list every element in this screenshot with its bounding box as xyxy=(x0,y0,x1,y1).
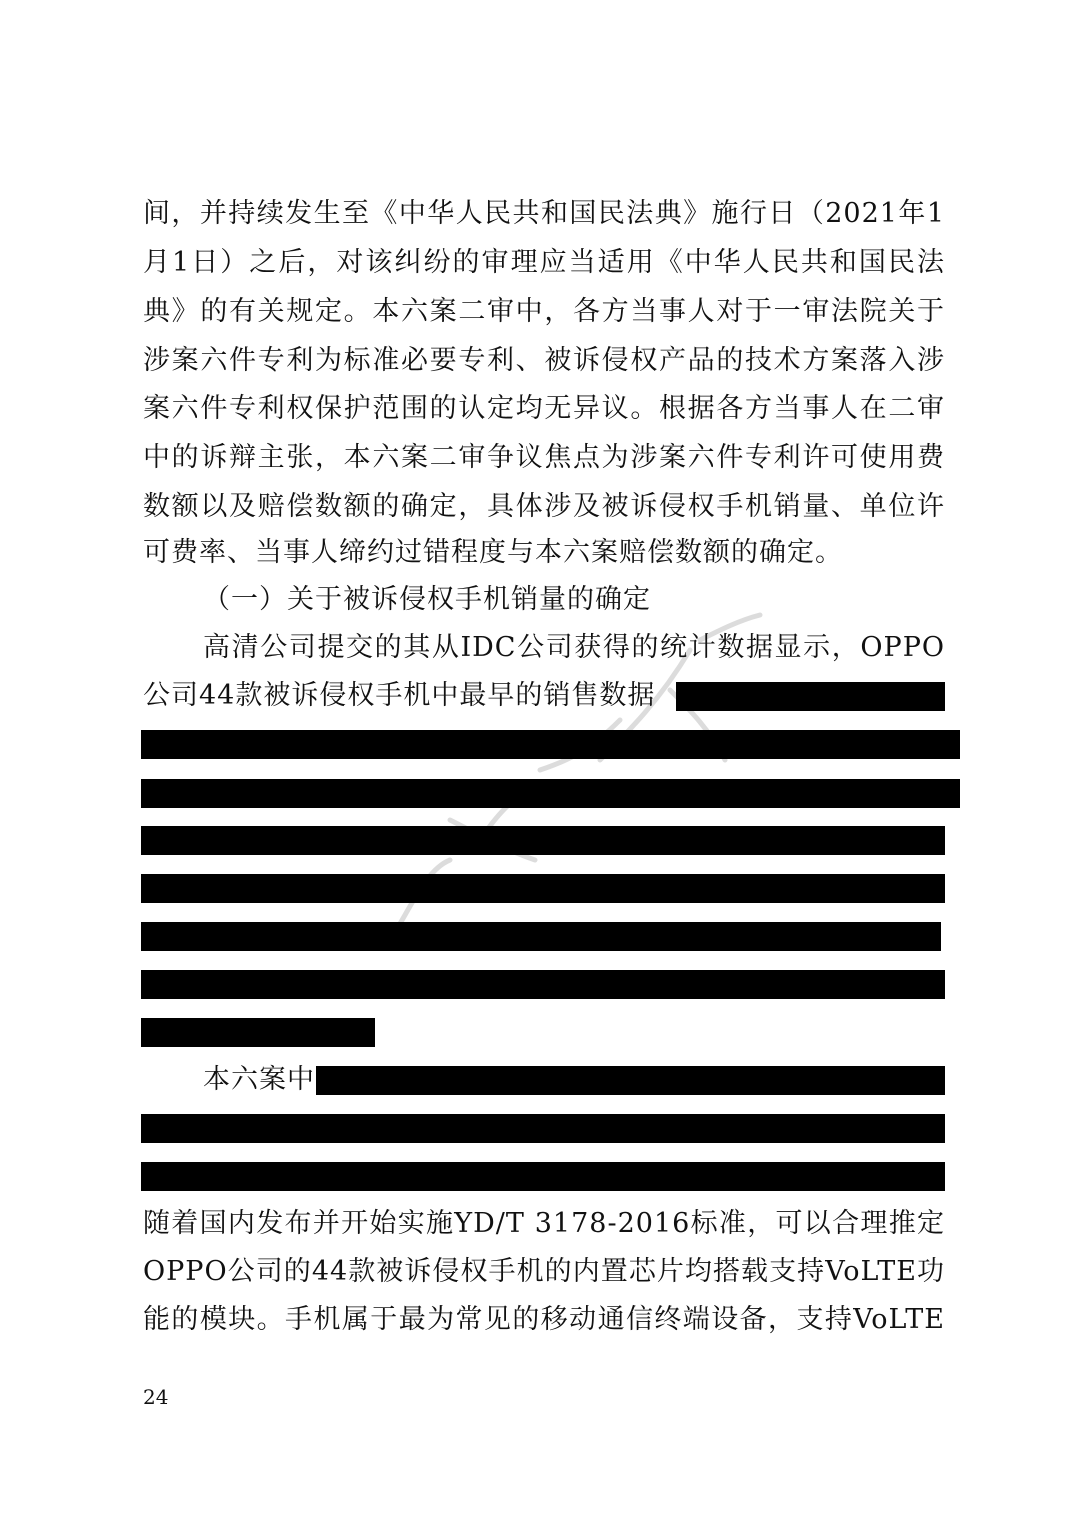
redaction-bar xyxy=(141,874,945,903)
body-line-3: 典》的有关规定。本六案二审中，各方当事人对于一审法院关于 xyxy=(143,296,945,327)
body-line-4: 涉案六件专利为标准必要专利、被诉侵权产品的技术方案落入涉 xyxy=(143,345,945,376)
body-line-1: 间，并持续发生至《中华人民共和国民法典》施行日（2021年1 xyxy=(143,198,945,229)
section-heading: （一）关于被诉侵权手机销量的确定 xyxy=(203,584,651,615)
redaction-bar xyxy=(141,730,960,759)
redaction-bar xyxy=(141,970,945,999)
redaction-bar xyxy=(141,1162,945,1191)
body-line-8: 可费率、当事人缔约过错程度与本六案赔偿数额的确定。 xyxy=(143,537,843,568)
redaction-bar xyxy=(316,1066,945,1095)
body-line-2: 月1日）之后，对该纠纷的审理应当适用《中华人民共和国民法 xyxy=(143,247,945,278)
body-line-5: 案六件专利权保护范围的认定均无异议。根据各方当事人在二审 xyxy=(143,393,945,424)
redaction-bar xyxy=(141,1114,945,1143)
redaction-bar xyxy=(141,1018,375,1047)
body-line-after-3: 能的模块。手机属于最为常见的移动通信终端设备，支持VoLTE xyxy=(143,1304,945,1335)
para2-line-1: 高清公司提交的其从IDC公司获得的统计数据显示，OPPO xyxy=(203,632,945,663)
body-line-7: 数额以及赔偿数额的确定，具体涉及被诉侵权手机销量、单位许 xyxy=(143,491,945,522)
para3-prefix: 本六案中 xyxy=(203,1064,315,1095)
redaction-bar xyxy=(141,779,960,808)
body-line-after-1: 随着国内发布并开始实施YD/T 3178-2016标准，可以合理推定 xyxy=(143,1208,945,1239)
redaction-bar xyxy=(141,922,941,951)
redaction-bar xyxy=(676,682,945,711)
para2-line-2: 公司44款被诉侵权手机中最早的销售数据 xyxy=(143,680,656,711)
body-line-6: 中的诉辩主张，本六案二审争议焦点为涉案六件专利许可使用费 xyxy=(143,442,945,473)
redaction-bar xyxy=(141,826,945,855)
page-number: 24 xyxy=(143,1385,169,1409)
body-line-after-2: OPPO公司的44款被诉侵权手机的内置芯片均搭载支持VoLTE功 xyxy=(143,1256,945,1287)
